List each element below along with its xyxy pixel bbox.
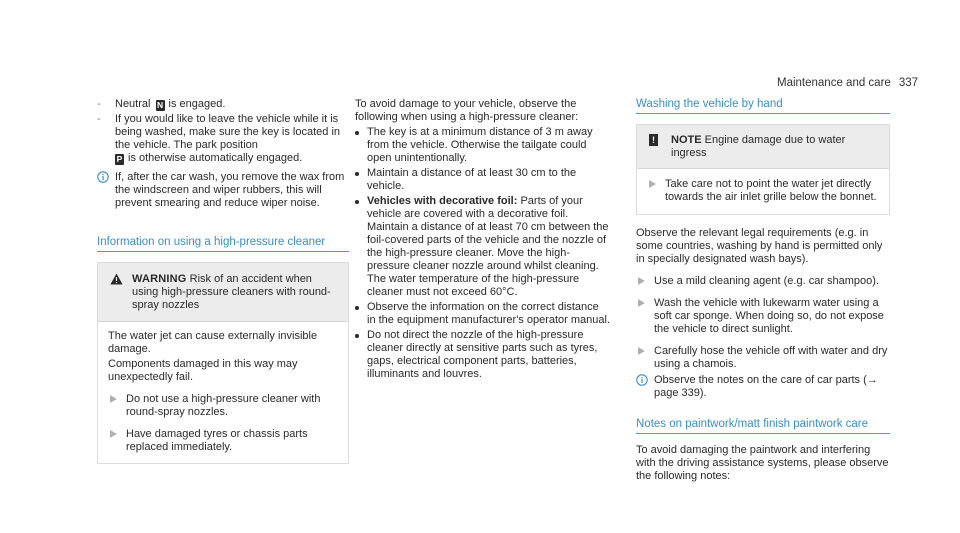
- step-item: [636, 297, 890, 336]
- legal-paragraph: Observe the relevant legal requirements (e.g. in some countries, washing by hand is permitted only in specially designated wash bays).: [636, 227, 883, 265]
- bullet-item: [355, 167, 610, 193]
- dash-item: [97, 98, 349, 111]
- warning-box: [97, 262, 349, 464]
- tip-note: [636, 374, 890, 400]
- tip-text: Observe the notes on the care of car parts (→ page 339).: [654, 374, 878, 399]
- notice-box: [636, 124, 890, 215]
- paintwork-paragraph: To avoid damaging the paintwork and interfering with the driving assistance systems, please observe the following notes:: [636, 444, 889, 482]
- tip-text: If, after the car wash, you remove the wax from the windscreen and wiper rubbers, this will prevent smearing and reduce wiper noise.: [115, 171, 345, 209]
- intro-paragraph: To avoid damage to your vehicle, observe the following when using a high-pressure cleaner:: [355, 98, 579, 123]
- bullet-text: Parts of your vehicle are covered with a decorative foil. Maintain a distance of at least 70 cm between the foil-covered parts of the vehicle and the nozzle of the high-pressure cleaner. Move the high-pressure cleaner nozzle around whilst cleaning. The water temperature of the high-pressure cleaner must not exceed 60°C.: [367, 195, 609, 298]
- warning-text: Risk of an accident when using high-pressure cleaners with round-spray nozzles: [132, 273, 331, 311]
- bullet-item: [355, 195, 610, 299]
- notice-text: Engine damage due to water ingress: [671, 134, 846, 159]
- dash-item: [97, 113, 349, 165]
- step-item: [108, 428, 338, 454]
- bullet-item: [355, 301, 610, 327]
- column-right: [636, 98, 890, 483]
- warning-triangle-icon: [110, 273, 123, 289]
- warning-body: [98, 322, 348, 463]
- exclamation-icon: !: [649, 134, 658, 146]
- bullet-text: Maintain a distance of at least 30 cm to the vehicle.: [367, 167, 577, 192]
- step-item: [647, 178, 879, 204]
- step-item: [108, 393, 338, 419]
- section-title-wash-by-hand: Washing the vehicle by hand: [636, 98, 890, 114]
- bullet-dot: [355, 172, 359, 176]
- bullet-dot: [355, 334, 359, 338]
- notice-body: [637, 178, 889, 214]
- step-text: Have damaged tyres or chassis parts replaced immediately.: [126, 428, 308, 453]
- step-arrow-icon: [110, 395, 117, 403]
- bullet-text: Do not direct the nozzle of the high-pressure cleaner directly at sensitive parts such as tyres, gaps, electrical component parts, batteries, illuminants and louvres.: [367, 329, 598, 380]
- section-name: Maintenance and care: [777, 77, 891, 89]
- bullet-item: [355, 126, 610, 165]
- step-arrow-icon: [110, 430, 117, 438]
- step-arrow-icon: [649, 180, 656, 188]
- step-text: Wash the vehicle with lukewarm water using a soft car sponge. When doing so, do not expose the vehicle to direct sunlight.: [654, 297, 884, 335]
- notice-header: [637, 125, 889, 169]
- section-title-high-pressure: Information on using a high-pressure cleaner: [97, 236, 349, 252]
- step-arrow-icon: [638, 347, 645, 355]
- bullet-text: Observe the information on the correct distance in the equipment manufacturer's operator manual.: [367, 301, 611, 326]
- section-title-paintwork: Notes on paintwork/matt finish paintwork care: [636, 418, 890, 434]
- warning-body-text: Components damaged in this way may unexpectedly fail.: [108, 358, 298, 383]
- step-arrow-icon: [638, 299, 645, 307]
- tip-note: [97, 171, 349, 210]
- info-icon: [636, 374, 648, 390]
- bullet-bold-lead: Vehicles with decorative foil:: [367, 195, 518, 207]
- dash-text: is otherwise automatically engaged.: [128, 152, 303, 164]
- dash-text: If you would like to leave the vehicle while it is being washed, make sure the key is located in the vehicle. The park position: [115, 113, 341, 151]
- bullet-dot: [355, 306, 359, 310]
- page-number: 337: [898, 77, 918, 89]
- bullet-text: The key is at a minimum distance of 3 m away from the vehicle. Otherwise the tailgate could open unintentionally.: [367, 126, 593, 164]
- step-text: Do not use a high-pressure cleaner with round-spray nozzles.: [126, 393, 321, 418]
- warning-label: WARNING: [132, 273, 187, 285]
- column-middle: [355, 98, 610, 381]
- step-text: Use a mild cleaning agent (e.g. car shampoo).: [654, 275, 880, 287]
- info-icon: [97, 171, 109, 187]
- step-text: Take care not to point the water jet directly towards the air inlet grille below the bonnet.: [665, 178, 877, 203]
- warning-body-text: The water jet can cause externally invisible damage.: [108, 330, 318, 355]
- dash-marker: -: [97, 98, 101, 110]
- step-item: [636, 345, 890, 371]
- step-text: Carefully hose the vehicle off with water and dry using a chamois.: [654, 345, 888, 370]
- bullet-dot: [355, 200, 359, 204]
- notice-label: NOTE: [671, 134, 702, 146]
- warning-header: [98, 263, 348, 322]
- gear-n-icon: N: [156, 100, 164, 110]
- dash-marker: -: [97, 113, 101, 125]
- dash-text: is engaged.: [168, 98, 226, 110]
- dash-text: Neutral: [115, 98, 151, 110]
- bullet-dot: [355, 131, 359, 135]
- step-arrow-icon: [638, 277, 645, 285]
- step-item: [636, 275, 890, 288]
- gear-p-icon: P: [116, 154, 123, 164]
- column-left: [97, 98, 349, 464]
- bullet-item: [355, 329, 610, 381]
- page-header: [777, 77, 918, 90]
